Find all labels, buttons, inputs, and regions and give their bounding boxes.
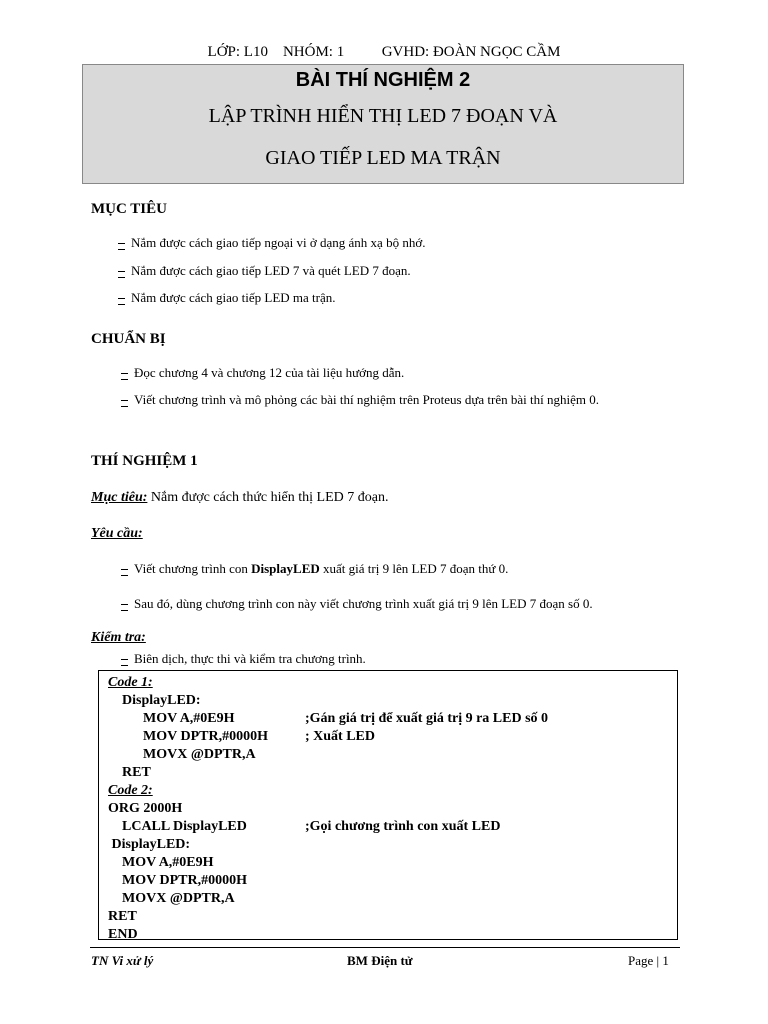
document-header: LỚP: L10 NHÓM: 1 GVHD: ĐOÀN NGỌC CẦM xyxy=(207,44,561,60)
chuan-bi-heading: CHUẨN BỊ xyxy=(91,331,166,347)
list-item: Sau đó, dùng chương trình con này viết chương trình xuất giá trị 9 lên LED 7 đoạn số 0. xyxy=(121,596,593,612)
bullet-icon xyxy=(118,298,125,305)
code-2-label: Code 2: xyxy=(108,783,153,798)
list-item: Nắm được cách giao tiếp LED 7 và quét LED 7 đoạn. xyxy=(118,263,411,279)
code-line: MOVX @DPTR,A xyxy=(108,891,235,906)
code-line: MOV DPTR,#0000H xyxy=(108,729,268,744)
list-item: Nắm được cách giao tiếp LED ma trận. xyxy=(118,290,336,306)
title-box xyxy=(82,64,684,184)
footer-center: BM Điện tử xyxy=(347,953,413,968)
code-line: RET xyxy=(108,909,137,924)
bullet-icon xyxy=(121,659,128,666)
bullet-icon xyxy=(121,400,128,407)
footer-left: TN Vi xử lý xyxy=(91,953,154,968)
code-1-label: Code 1: xyxy=(108,675,153,690)
code-comment: ;Gọi chương trình con xuất LED xyxy=(305,819,501,834)
list-item: Viết chương trình và mô phỏng các bài thí nghiệm trên Proteus dựa trên bài thí nghiệm 0. xyxy=(121,392,599,408)
document-subtitle-line-1: LẬP TRÌNH HIỂN THỊ LED 7 ĐOẠN VÀ xyxy=(208,105,558,127)
thi-nghiem-1-heading: THÍ NGHIỆM 1 xyxy=(91,453,198,469)
footer-divider xyxy=(90,947,680,948)
document-subtitle-line-2: GIAO TIẾP LED MA TRẬN xyxy=(265,147,501,169)
kiem-tra-label: Kiểm tra: xyxy=(91,630,146,645)
muc-tieu-heading: MỤC TIÊU xyxy=(91,201,167,217)
list-item: Viết chương trình con DisplayLED xuất giá trị 9 lên LED 7 đoạn thứ 0. xyxy=(121,561,508,577)
yeu-cau-label-line xyxy=(91,526,143,542)
list-item: Nắm được cách giao tiếp ngoại vi ở dạng ánh xạ bộ nhớ. xyxy=(118,235,425,251)
list-item: Đọc chương 4 và chương 12 của tài liệu hướng dẫn. xyxy=(121,365,404,381)
muc-tieu-label: Mục tiêu: xyxy=(91,490,148,505)
kiem-tra-label-line xyxy=(91,630,146,646)
code-line: MOV A,#0E9H xyxy=(108,711,235,726)
code-comment: ;Gán giá trị để xuất giá trị 9 ra LED số 0 xyxy=(305,711,549,726)
document-title: BÀI THÍ NGHIỆM 2 xyxy=(295,69,471,91)
muc-tieu-line xyxy=(91,490,388,506)
yeu-cau-label: Yêu cầu: xyxy=(91,526,143,541)
code-line: RET xyxy=(108,765,151,780)
code-line: MOV A,#0E9H xyxy=(108,855,214,870)
bullet-icon xyxy=(118,243,125,250)
code-line: LCALL DisplayLED xyxy=(108,819,247,834)
code-line: DisplayLED: xyxy=(108,693,201,708)
code-line: END xyxy=(108,927,138,942)
list-item: Biên dịch, thực thi và kiểm tra chương trình. xyxy=(121,651,366,667)
bullet-icon xyxy=(121,373,128,380)
bullet-icon xyxy=(121,569,128,576)
muc-tieu-text: Nắm được cách thức hiển thị LED 7 đoạn. xyxy=(147,490,389,505)
footer-page-number: Page | 1 xyxy=(628,953,669,968)
code-line: ORG 2000H xyxy=(108,801,183,816)
code-line: MOV DPTR,#0000H xyxy=(108,873,247,888)
bullet-icon xyxy=(118,271,125,278)
code-line: MOVX @DPTR,A xyxy=(108,747,256,762)
code-line: DisplayLED: xyxy=(108,837,191,852)
code-comment: ; Xuất LED xyxy=(305,729,376,744)
bullet-icon xyxy=(121,604,128,611)
